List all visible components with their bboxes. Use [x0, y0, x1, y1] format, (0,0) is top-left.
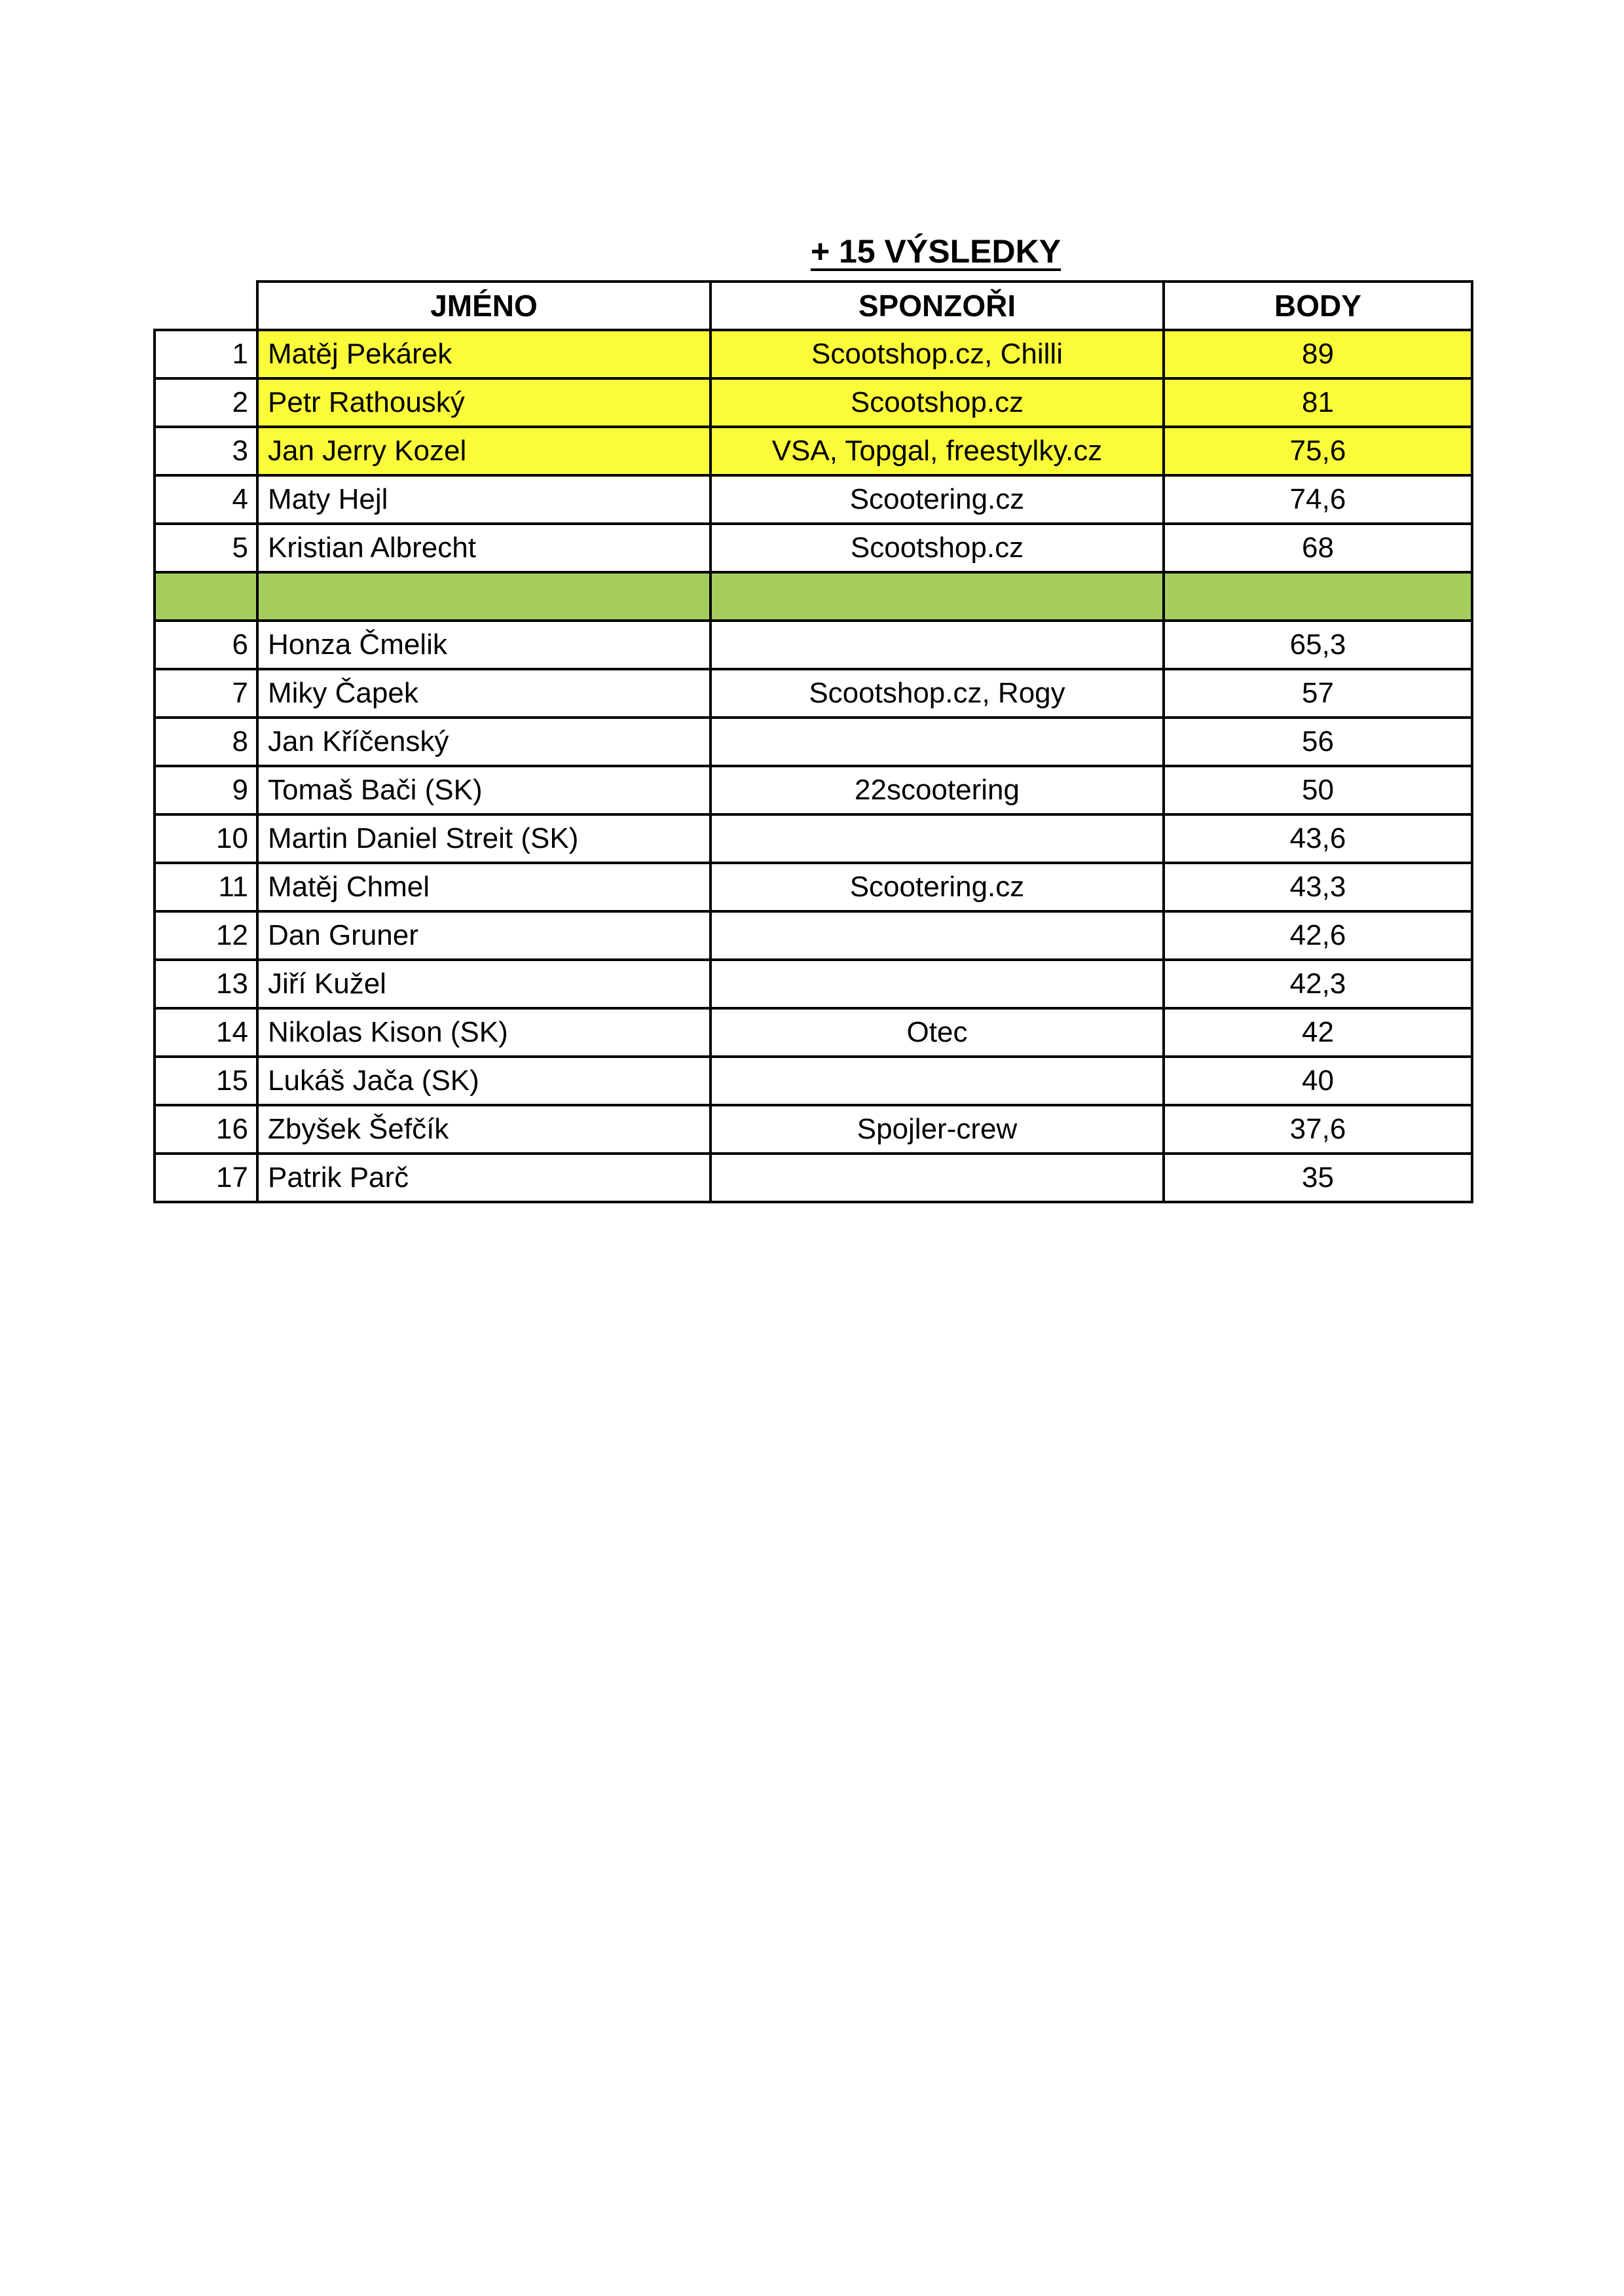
rank-cell: 3 — [155, 427, 257, 475]
sponsors-cell: 22scootering — [710, 766, 1164, 814]
sponsors-cell: Scootering.cz — [710, 475, 1164, 524]
name-cell: Martin Daniel Streit (SK) — [257, 814, 710, 863]
table-row — [155, 621, 1472, 669]
rank-cell: 14 — [155, 1008, 257, 1057]
sponsors-cell: Scootshop.cz — [710, 524, 1164, 572]
results-table — [153, 280, 1473, 1203]
points-cell: 43,6 — [1164, 814, 1472, 863]
table-row — [155, 1008, 1472, 1057]
table-row — [155, 1057, 1472, 1105]
name-cell: Honza Čmelik — [257, 621, 710, 669]
rank-cell: 13 — [155, 960, 257, 1008]
points-cell: 81 — [1164, 378, 1472, 427]
sponsors-cell: Spojler-crew — [710, 1105, 1164, 1154]
rank-cell: 8 — [155, 718, 257, 766]
rank-cell: 16 — [155, 1105, 257, 1154]
sponsors-cell — [710, 911, 1164, 960]
rank-cell — [155, 572, 257, 621]
rank-cell: 9 — [155, 766, 257, 814]
sponsors-cell — [710, 814, 1164, 863]
rank-cell: 5 — [155, 524, 257, 572]
rank-cell: 7 — [155, 669, 257, 718]
page-title-text: + 15 VÝSLEDKY — [810, 233, 1061, 270]
rank-cell: 11 — [155, 863, 257, 911]
rank-cell: 1 — [155, 330, 257, 378]
page-title — [709, 233, 1162, 270]
points-cell: 37,6 — [1164, 1105, 1472, 1154]
table-row — [155, 1105, 1472, 1154]
table-row — [155, 1154, 1472, 1202]
sponsors-cell — [710, 1057, 1164, 1105]
points-cell: 57 — [1164, 669, 1472, 718]
sponsors-cell: Otec — [710, 1008, 1164, 1057]
sponsors-cell: Scootshop.cz — [710, 378, 1164, 427]
points-column-header: BODY — [1164, 282, 1472, 330]
results-table-body — [155, 330, 1472, 1202]
name-cell: Lukáš Jača (SK) — [257, 1057, 710, 1105]
name-cell: Jan Jerry Kozel — [257, 427, 710, 475]
table-row — [155, 863, 1472, 911]
points-cell: 56 — [1164, 718, 1472, 766]
points-cell: 68 — [1164, 524, 1472, 572]
rank-cell: 12 — [155, 911, 257, 960]
sponsors-cell — [710, 572, 1164, 621]
name-cell: Jan Kříčenský — [257, 718, 710, 766]
sponsors-cell — [710, 960, 1164, 1008]
name-cell: Matěj Chmel — [257, 863, 710, 911]
name-cell: Tomaš Bači (SK) — [257, 766, 710, 814]
table-row — [155, 330, 1472, 378]
name-cell: Nikolas Kison (SK) — [257, 1008, 710, 1057]
name-cell: Dan Gruner — [257, 911, 710, 960]
table-row — [155, 766, 1472, 814]
points-cell: 43,3 — [1164, 863, 1472, 911]
sponsors-cell: VSA, Topgal, freestylky.cz — [710, 427, 1164, 475]
table-row — [155, 427, 1472, 475]
sponsors-cell: Scootshop.cz, Chilli — [710, 330, 1164, 378]
name-cell: Petr Rathouský — [257, 378, 710, 427]
sponsors-cell: Scootering.cz — [710, 863, 1164, 911]
points-cell: 42 — [1164, 1008, 1472, 1057]
rank-cell: 10 — [155, 814, 257, 863]
table-row — [155, 911, 1472, 960]
table-row — [155, 475, 1472, 524]
table-row — [155, 378, 1472, 427]
separator-row — [155, 572, 1472, 621]
points-cell: 42,6 — [1164, 911, 1472, 960]
name-cell: Kristian Albrecht — [257, 524, 710, 572]
points-cell: 35 — [1164, 1154, 1472, 1202]
points-cell — [1164, 572, 1472, 621]
header-row — [155, 282, 1472, 330]
name-cell: Jiří Kužel — [257, 960, 710, 1008]
sponsors-cell: Scootshop.cz, Rogy — [710, 669, 1164, 718]
rank-cell: 15 — [155, 1057, 257, 1105]
table-row — [155, 960, 1472, 1008]
points-cell: 50 — [1164, 766, 1472, 814]
name-column-header: JMÉNO — [257, 282, 710, 330]
rank-cell: 4 — [155, 475, 257, 524]
name-cell — [257, 572, 710, 621]
points-cell: 65,3 — [1164, 621, 1472, 669]
rank-header-spacer — [155, 282, 257, 330]
sponsors-cell — [710, 1154, 1164, 1202]
table-row — [155, 669, 1472, 718]
sponsors-column-header: SPONZOŘI — [710, 282, 1164, 330]
name-cell: Patrik Parč — [257, 1154, 710, 1202]
name-cell: Zbyšek Šefčík — [257, 1105, 710, 1154]
points-cell: 40 — [1164, 1057, 1472, 1105]
sponsors-cell — [710, 621, 1164, 669]
rank-cell: 2 — [155, 378, 257, 427]
points-cell: 75,6 — [1164, 427, 1472, 475]
rank-cell: 17 — [155, 1154, 257, 1202]
points-cell: 42,3 — [1164, 960, 1472, 1008]
table-row — [155, 718, 1472, 766]
points-cell: 89 — [1164, 330, 1472, 378]
name-cell: Miky Čapek — [257, 669, 710, 718]
sponsors-cell — [710, 718, 1164, 766]
rank-cell: 6 — [155, 621, 257, 669]
name-cell: Matěj Pekárek — [257, 330, 710, 378]
name-cell: Maty Hejl — [257, 475, 710, 524]
table-row — [155, 814, 1472, 863]
table-row — [155, 524, 1472, 572]
points-cell: 74,6 — [1164, 475, 1472, 524]
